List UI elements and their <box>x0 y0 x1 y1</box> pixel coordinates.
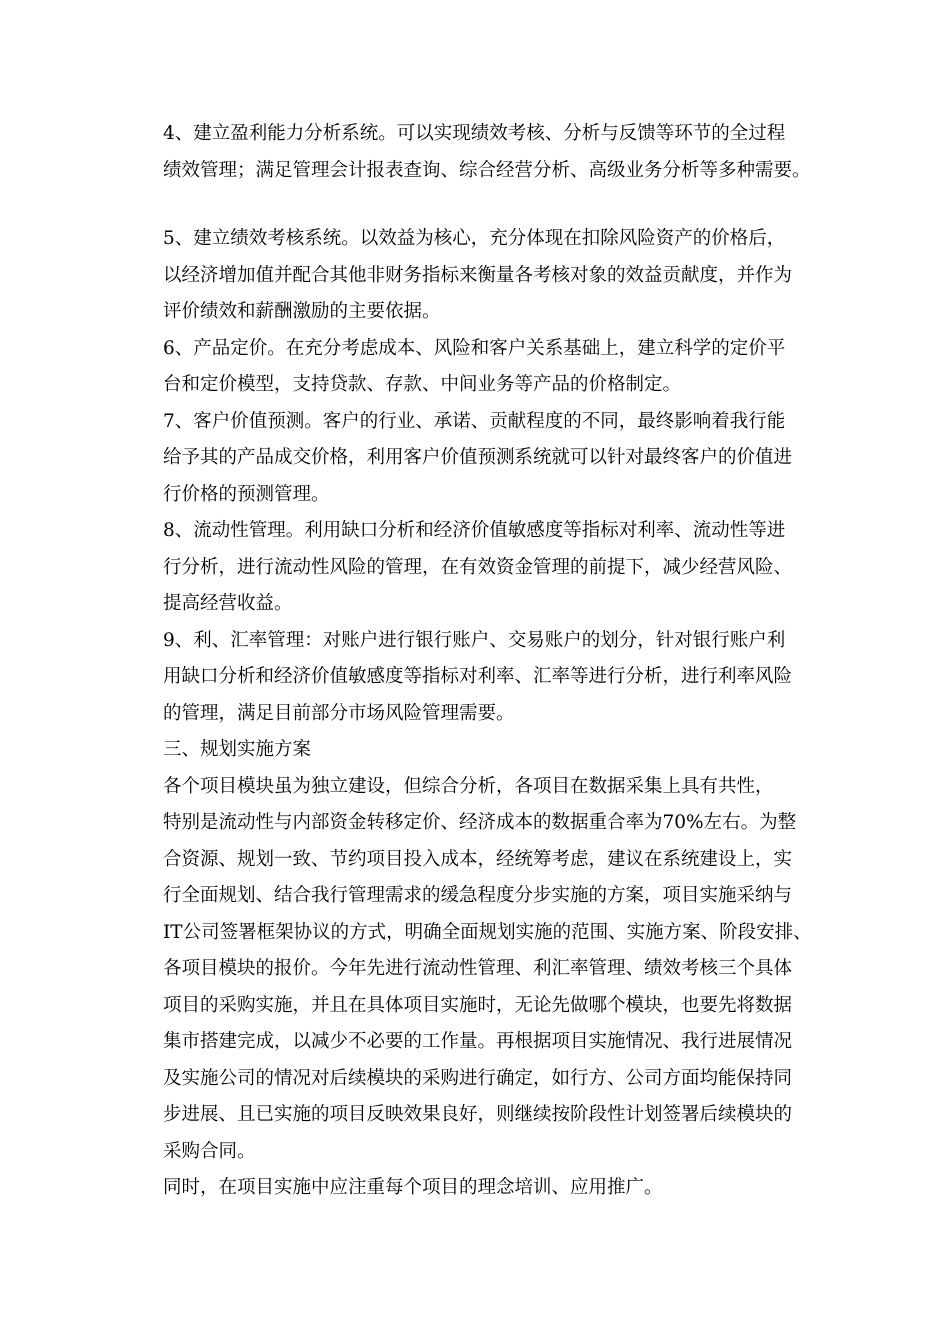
text-line: 的管理，满足目前部分市场风险管理需要。 <box>163 702 515 724</box>
text-line: 采购合同。 <box>163 1140 256 1162</box>
paragraph-item-9 <box>145 623 815 733</box>
paragraph-implementation-plan <box>145 769 815 1171</box>
text-line: 提高经营收益。 <box>163 593 293 614</box>
text-line: 给予其的产品成交价格，利用客户价值预测系统就可以针对最终客户的价值进 <box>163 447 793 468</box>
text-line: 8、流动性管理。利用缺口分析和经济价值敏感度等指标对利率、流动性等进 <box>163 520 786 541</box>
text-line: 台和定价模型，支持贷款、存款、中间业务等产品的价格制定。 <box>163 374 682 395</box>
text-line: 步进展、且已实施的项目反映效果良好，则继续按阶段性计划签署后续模块的 <box>163 1104 793 1125</box>
text-line: 行分析，进行流动性风险的管理，在有效资金管理的前提下，减少经营风险、 <box>163 556 793 578</box>
text-line: 行价格的预测管理。 <box>163 483 330 505</box>
text-line: 评价绩效和薪酬激励的主要依据。 <box>163 301 441 322</box>
text-line: 合资源、规划一致、节约项目投入成本，经统筹考虑，建议在系统建设上，实 <box>163 848 793 870</box>
text-line: 集市搭建完成，以减少不必要的工作量。再根据项目实施情况、我行进展情况 <box>163 1031 793 1052</box>
paragraph-item-4 <box>145 116 815 189</box>
text-line: 绩效管理；满足管理会计报表查询、综合经营分析、高级业务分析等多种需要。 <box>163 159 811 181</box>
paragraph-item-6 <box>145 331 815 404</box>
text-line: 特别是流动性与内部资金转移定价、经济成本的数据重合率为70%左右。为整 <box>163 812 797 833</box>
paragraph-item-5 <box>145 221 815 331</box>
text-line: 各个项目模块虽为独立建设，但综合分析，各项目在数据采集上具有共性， <box>163 775 774 797</box>
text-line: 6、产品定价。在充分考虑成本、风险和客户关系基础上，建立科学的定价平 <box>163 337 786 359</box>
paragraph-item-8 <box>145 513 815 623</box>
paragraph-spacer <box>145 189 815 221</box>
paragraph-item-7 <box>145 404 815 514</box>
text-line: 及实施公司的情况对后续模块的采购进行确定，如行方、公司方面均能保持同 <box>163 1067 793 1089</box>
text-line: 9、利、汇率管理：对账户进行银行账户、交易账户的划分，针对银行账户利 <box>163 629 786 651</box>
text-line: IT公司签署框架协议的方式，明确全面规划实施的范围、实施方案、阶段安排、 <box>163 921 812 943</box>
section-heading <box>145 732 815 769</box>
text-line: 项目的采购实施，并且在具体项目实施时，无论先做哪个模块，也要先将数据 <box>163 994 793 1016</box>
text-line: 以经济增加值并配合其他非财务指标来衡量各考核对象的效益贡献度，并作为 <box>163 264 793 286</box>
section-heading-text: 三、规划实施方案 <box>163 739 312 760</box>
document-body <box>145 116 815 1207</box>
text-line: 各项目模块的报价。今年先进行流动性管理、利汇率管理、绩效考核三个具体 <box>163 958 793 979</box>
text-line: 4、建立盈利能力分析系统。可以实现绩效考核、分析与反馈等环节的全过程 <box>163 123 786 144</box>
paragraph-closing <box>145 1170 815 1207</box>
text-line: 同时，在项目实施中应注重每个项目的理念培训、应用推广。 <box>163 1177 663 1198</box>
text-line: 7、客户价值预测。客户的行业、承诺、贡献程度的不同，最终影响着我行能 <box>163 410 786 432</box>
text-line: 行全面规划、结合我行管理需求的缓急程度分步实施的方案，项目实施采纳与 <box>163 885 793 906</box>
text-line: 用缺口分析和经济价值敏感度等指标对利率、汇率等进行分析，进行利率风险 <box>163 666 793 687</box>
text-line: 5、建立绩效考核系统。以效益为核心，充分体现在扣除风险资产的价格后， <box>163 228 786 249</box>
